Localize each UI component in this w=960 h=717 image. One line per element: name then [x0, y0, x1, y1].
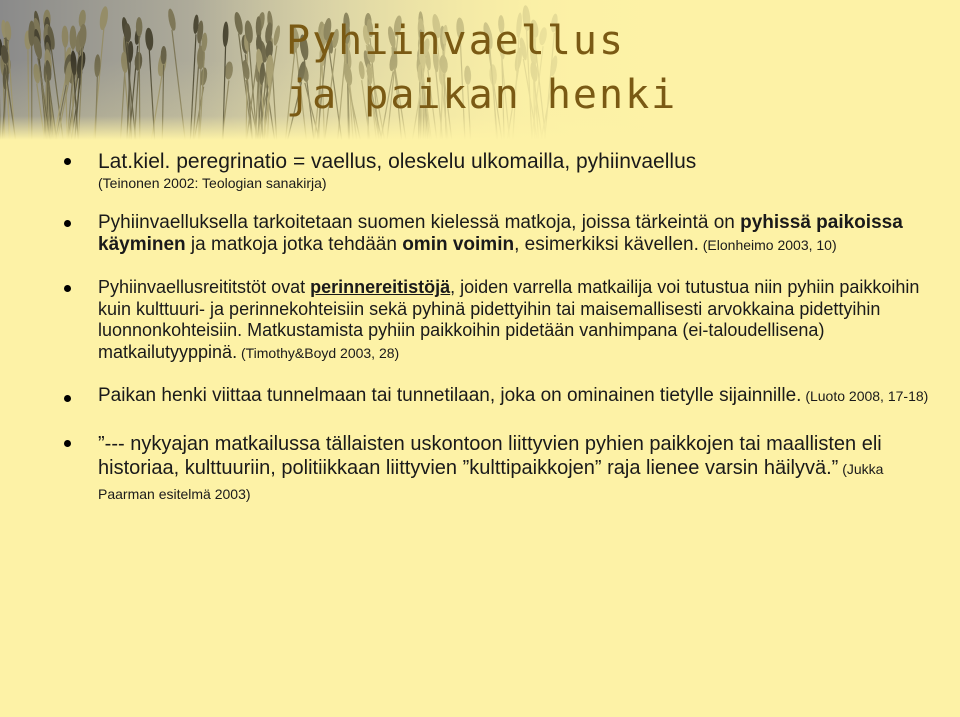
routes-text-1: Pyhiinvaellusreititstöt ovat — [98, 277, 311, 297]
definition-text-3: , esimerkiksi kävellen. — [514, 234, 699, 255]
definition-bold-2: omin voimin — [402, 234, 515, 255]
bullet-spirit-of-place — [60, 385, 940, 407]
title-line-1: Pyhiinvaellus — [286, 18, 626, 64]
slide-title — [286, 14, 677, 122]
definition-text-2: ja matkoja jotka tehdään — [185, 234, 403, 255]
bullet-routes — [60, 277, 940, 364]
title-line-2: ja paikan henki — [286, 72, 678, 118]
quote-text: ”--- nykyajan matkailussa tällaisten uskontoon liittyvien pyhien paikkojen tai maallisten eli historiaa, kulttuuriin, politiikkaan liittyvien ”kulttipaikkojen” raja lienee varsin häilyvä.” — [98, 433, 882, 479]
bullet-definition — [60, 212, 940, 256]
bullet-icon — [64, 220, 71, 227]
routes-source: (Timothy&Boyd 2003, 28) — [237, 344, 400, 361]
quote-source: (Jukka Paarman esitelmä 2003) — [98, 461, 884, 502]
bullet-etymology — [60, 150, 940, 192]
etymology-text: Lat.kiel. peregrinatio = vaellus, oleskelu ulkomailla, pyhiinvaellus — [98, 150, 697, 173]
spirit-source: (Luoto 2008, 17-18) — [801, 388, 929, 404]
definition-source: (Elonheimo 2003, 10) — [698, 237, 837, 253]
bullet-icon — [64, 158, 71, 165]
bullet-list — [60, 150, 940, 506]
bullet-icon — [64, 395, 71, 402]
definition-text-1: Pyhiinvaelluksella tarkoitetaan suomen kielessä matkoja, joissa tärkeintä on — [98, 212, 741, 233]
routes-text-2: , joiden varrella matkailija voi tutustua niin pyhiin paikkoihin kuin kulttuuri- ja perinnekohteisiin sekä pyhinä pidettyihin tai maisemallisesti arvokkaina pidettyihin luonnonkohteisiin. Matkustamista pyhiin paikkoihin pidetään vanhimpana (ei-taloudellisena) matkailutyyppinä. — [98, 277, 920, 362]
routes-bold: perinnereitistöjä — [310, 277, 451, 297]
definition-bold-1: pyhissä paikoissa käyminen — [98, 212, 903, 255]
etymology-source: (Teinonen 2002: Teologian sanakirja) — [98, 175, 327, 191]
bullet-icon — [64, 440, 71, 447]
bullet-quote — [60, 432, 940, 506]
spirit-text: Paikan henki viittaa tunnelmaan tai tunnetilaan, joka on ominainen tietylle sijainnille. — [98, 385, 802, 406]
bullet-icon — [64, 285, 71, 292]
